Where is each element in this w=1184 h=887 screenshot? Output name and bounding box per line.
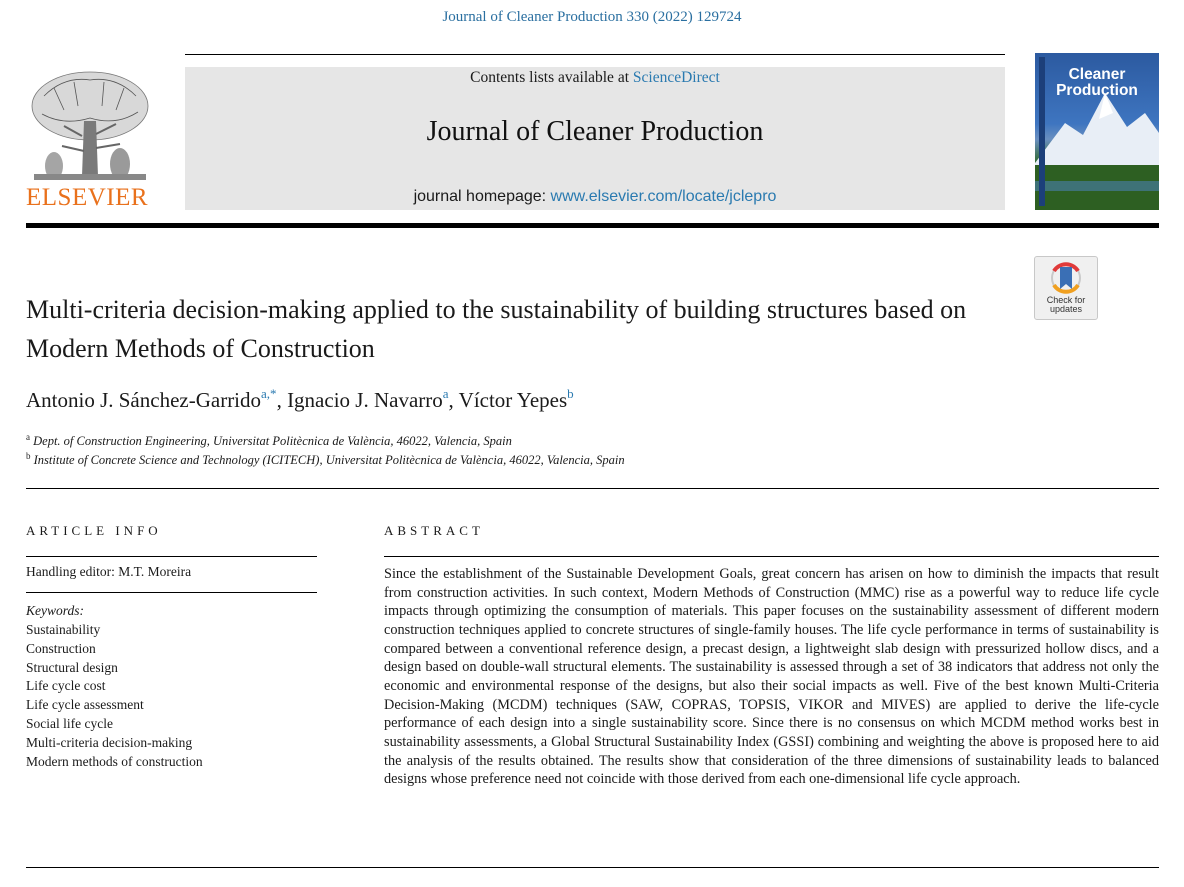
author-name[interactable]: Ignacio J. Navarro	[287, 388, 443, 412]
check-for-updates-label	[1035, 296, 1097, 314]
keyword-item: Life cycle assessment	[26, 697, 144, 713]
bottom-rule	[26, 867, 1159, 868]
homepage-link[interactable]: www.elsevier.com/locate/jclepro	[550, 188, 777, 205]
bookmark-icon	[1035, 259, 1097, 299]
journal-banner	[185, 67, 1005, 210]
author-name[interactable]: Antonio J. Sánchez-Garrido	[26, 388, 262, 412]
journal-cover-image[interactable]	[1035, 53, 1159, 210]
keywords-rule	[26, 592, 317, 593]
cover-title-line2: Production	[1056, 82, 1138, 99]
affiliation-text: Dept. of Construction Engineering, Universitat Politècnica de València, 46022, Valencia, Spain	[33, 434, 512, 449]
affiliation	[26, 432, 512, 449]
check-updates-line1: Check for	[1046, 295, 1086, 305]
article-title: Multi-criteria decision-making applied to the sustainability of building structures based on Modern Methods of Construction	[26, 295, 967, 363]
handling-editor: Handling editor: M.T. Moreira	[26, 564, 192, 579]
sciencedirect-link[interactable]: ScienceDirect	[632, 69, 720, 86]
author-separator: ,	[448, 388, 459, 412]
abstract-text: Since the establishment of the Sustainable Development Goals, great concern has arisen on how to diminish the impacts that result from construction activities. In such context, Modern Methods of Construction (MMC) rise as a powerful way to reduce life cycle impacts through optimizing the consumption of materials. This paper focuses on the sustainability assessment of different modern construction techniques applied to concrete structures of single-family houses. The life cycle performance in terms of sustainability is compared between a conventional reference design, a precast design, a lightweight slab design with pressurized hollow discs, and a design based on double-wall structural elements. The sustainability is assessed through a set of 38 indicators that address not only the economic and environmental response of the designs, but also their social impacts as well. Five of the best known Multi-Criteria Decision-Making (MCDM) techniques (SAW, COPRAS, TOPSIS, VIKOR and MIVES) are applied to derive the life-cycle performance of each design into a single sustainability score. Since there is no consensus on which MCDM method works best in sustainability assessments, a Global Structural Sustainability Index (GSSI) combining and weighting the above is proposed here to aid the analysis of the results obtained. The results show that consideration of the three dimensions of sustainability leads to balanced designs whose preference need not coincide with those derived from each one-dimensional life cycle approach.	[384, 566, 1159, 788]
keyword-item: Social life cycle	[26, 715, 113, 731]
contents-prefix: Contents lists available at	[470, 69, 633, 86]
affiliation-mark: a	[26, 432, 30, 442]
cover-title	[1035, 67, 1159, 99]
homepage-line	[185, 188, 1005, 206]
header-thick-rule	[26, 223, 1159, 228]
keyword-item: Modern methods of construction	[26, 753, 203, 769]
author-name[interactable]: Víctor Yepes	[458, 388, 568, 412]
author-separator: ,	[276, 388, 288, 412]
check-updates-line2: updates	[1049, 304, 1083, 314]
cover-title-line1: Cleaner	[1068, 66, 1126, 83]
author-affiliation-mark[interactable]: a	[442, 386, 449, 401]
journal-title: Journal of Cleaner Production	[426, 116, 764, 147]
article-info-rule	[26, 556, 317, 557]
keyword-item: Sustainability	[26, 622, 101, 637]
section-rule	[26, 488, 1159, 489]
keyword-item: Construction	[26, 640, 96, 656]
article-info-heading: ARTICLE INFO	[26, 523, 162, 538]
affiliation-mark: b	[26, 451, 31, 461]
keywords-list	[26, 621, 203, 771]
author-list	[26, 388, 574, 413]
header-rule	[185, 54, 1005, 55]
abstract-heading: ABSTRACT	[384, 523, 484, 538]
homepage-prefix: journal homepage:	[413, 188, 551, 205]
keyword-item: Life cycle cost	[26, 678, 106, 694]
author-affiliation-mark[interactable]: b	[567, 386, 574, 401]
author-affiliation-mark[interactable]: a,*	[261, 386, 277, 401]
journal-citation[interactable]: Journal of Cleaner Production 330 (2022) 129724	[442, 9, 742, 25]
elsevier-wordmark: ELSEVIER	[26, 184, 149, 211]
affiliation	[26, 451, 625, 468]
check-for-updates-button[interactable]	[1034, 256, 1098, 320]
keywords-label: Keywords:	[26, 603, 84, 618]
keyword-item: Multi-criteria decision-making	[26, 734, 193, 750]
affiliation-text: Institute of Concrete Science and Technology (ICITECH), Universitat Politècnica de València, 46022, Valencia, Spain	[33, 453, 625, 468]
abstract-rule	[384, 556, 1159, 557]
contents-line	[185, 69, 1005, 87]
keyword-item: Structural design	[26, 659, 118, 675]
